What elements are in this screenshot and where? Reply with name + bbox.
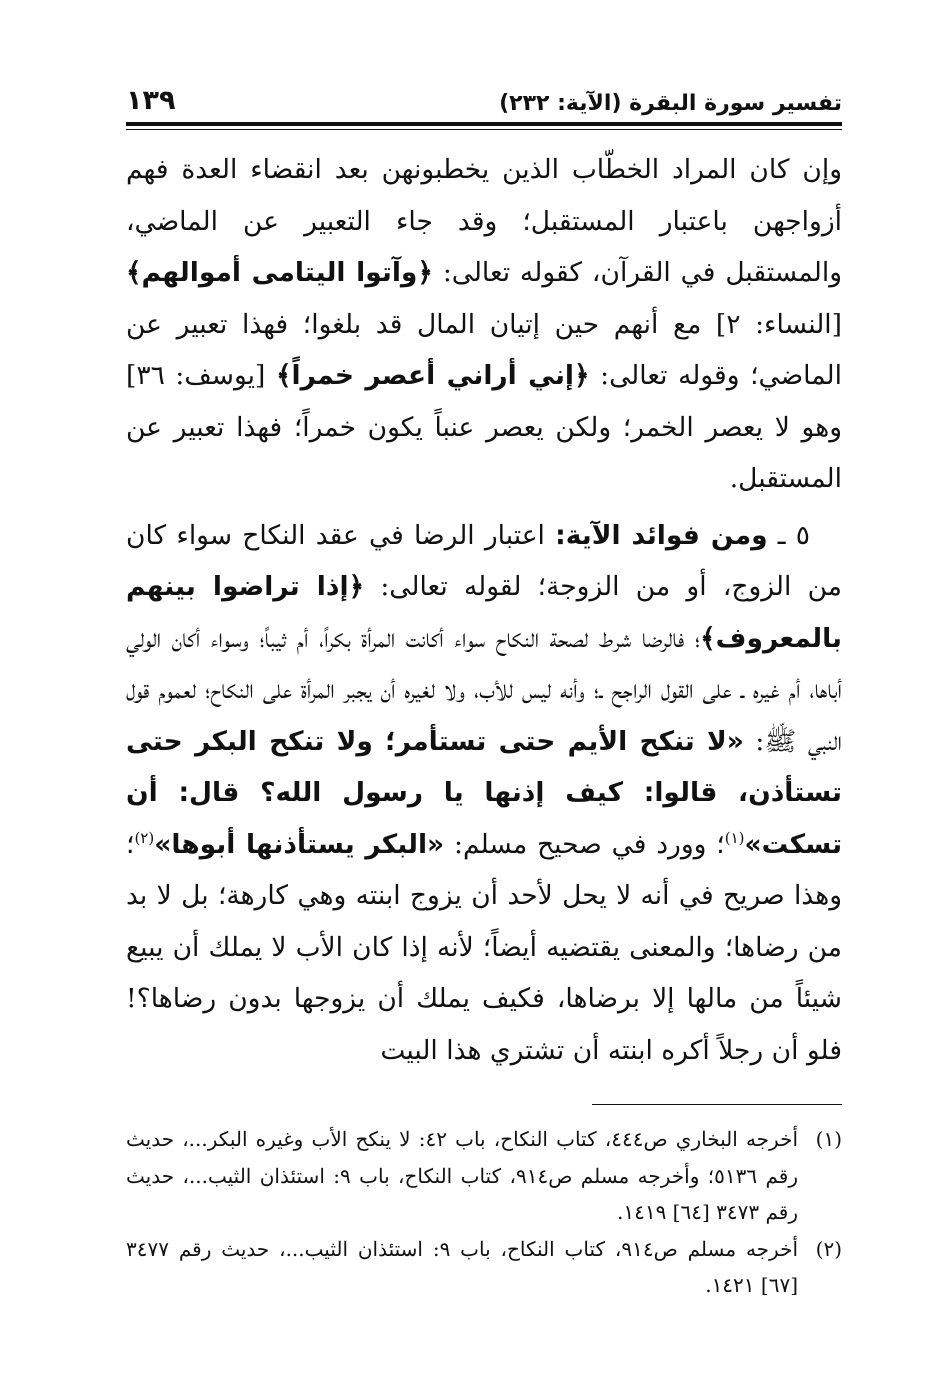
main-text	[126, 144, 842, 1076]
footnote-ref-2[interactable]: (٢)	[134, 828, 155, 847]
hadith-quote-1: «لا تنكح الأيم حتى تستأمر؛ ولا تنكح البكر حتى تستأذن، قالوا: كيف إذنها يا رسول الله؟ قال: أن تسكت»	[126, 725, 843, 860]
footnote-1-number: (١)	[815, 1127, 842, 1151]
footnote-separator	[592, 1104, 842, 1105]
paragraph-1-text-1: وإن كان المراد الخطّاب الذين يخطبونهن بعد انقضاء العدة فهم أزواجهن باعتبار المستقبل؛ وقد جاء التعبير عن الماضي، والمستقبل في القرآن، كقوله تعالى:	[126, 154, 842, 288]
footnote-ref-1[interactable]: (١)	[724, 828, 745, 847]
paragraph-2-text-1: اعتبار الرضا في عقد النكاح سواء كان من الزوج، أو من الزوجة؛ لقوله تعالى:	[126, 519, 842, 602]
point-heading: ومن فوائد الآية:	[555, 519, 768, 551]
header-rule-thin	[126, 129, 842, 130]
header-rule-thick	[126, 122, 842, 126]
paragraph-1-text-3: [يوسف: ٣٦] وهو لا يعصر الخمر؛ ولكن يعصر عنباً يكون خمراً؛ فهذا تعبير عن المستقبل.	[126, 360, 842, 494]
running-title: تفسير سورة البقرة (الآية: ٢٣٢)	[499, 91, 842, 116]
footnote-1-text: أخرجه البخاري ص٤٤٤، كتاب النكاح، باب ٤٢: لا ينكح الأب وغيره البكر...، حديث رقم ٥١٣٦؛ وأخرجه مسلم ص٩١٤، كتاب النكاح، باب ٩: استئذان الثيب...، حديث رقم ٣٤٧٣ [٦٤] ١٤١٩.	[126, 1127, 799, 1224]
quran-quote-1: ﴿وآتوا اليتامى أموالهم﴾	[126, 257, 433, 288]
paragraph-2	[126, 510, 842, 1077]
book-page	[126, 78, 842, 1304]
paragraph-2-text-3: ؛ وورد في صحيح مسلم:	[444, 828, 725, 860]
running-header	[126, 78, 842, 116]
footnote-2	[126, 1231, 842, 1304]
quran-quote-2: ﴿إني أراني أعصر خمراً﴾	[276, 360, 590, 391]
paragraph-1-text-2: [النساء: ٢] مع أنهم حين إتيان المال قد بلغوا؛ فهذا تعبير عن الماضي؛ وقوله تعالى:	[126, 308, 842, 391]
page-number: ١٣٩	[126, 85, 176, 116]
quran-quote-3: ﴿إذا تراضوا بينهم بالمعروف﴾	[126, 571, 842, 654]
footnote-2-number: (٢)	[815, 1236, 842, 1261]
footnotes	[126, 1121, 842, 1304]
footnote-1	[126, 1121, 842, 1231]
paragraph-2-text-2: ؛ فالرضا شرط لصحة النكاح سواء أكانت المرأة بكراً، أم ثيباً؛ وسواء أكان الولي أباها، أم غيره ـ على القول الراجح ـ؛ وأنه ليس للأب، ولا لغيره أن يجبر المرأة على النكاح؛ لعموم قول النبي ﷺ:	[126, 622, 842, 757]
point-number: ٥ ـ	[767, 519, 810, 551]
footnote-2-text: أخرجه مسلم ص٩١٤، كتاب النكاح، باب ٩: استئذان الثيب...، حديث رقم ٣٤٧٧ [٦٧] ١٤٢١.	[126, 1236, 799, 1297]
hadith-quote-2: «البكر يستأذنها أبوها»	[154, 828, 445, 860]
paragraph-2-text-4: ؛ وهذا صريح في أنه لا يحل لأحد أن يزوج ابنته وهي كارهة؛ بل لا بد من رضاها؛ والمعنى يقتضيه أيضاً؛ لأنه إذا كان الأب لا يملك أن يبيع شيئاً من مالها إلا برضاها، فكيف يملك أن يزوجها بدون رضاها؟! فلو أن رجلاً أكره ابنته أن تشتري هذا البيت	[126, 828, 842, 1066]
paragraph-1	[126, 144, 842, 505]
